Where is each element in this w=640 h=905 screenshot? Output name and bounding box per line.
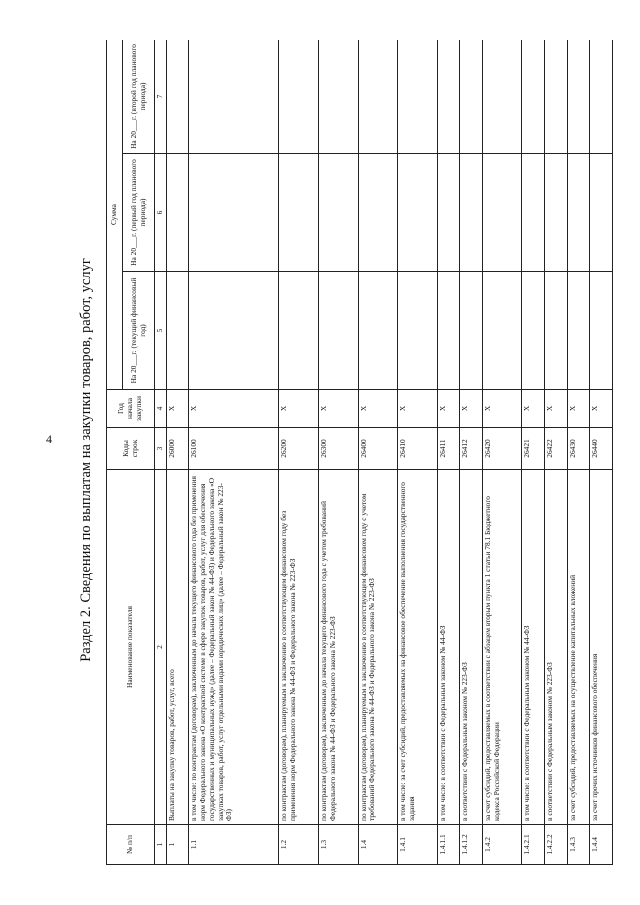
row-sum-second: [522, 40, 545, 154]
row-sum-current: [522, 272, 545, 390]
row-sum-first: [398, 154, 438, 272]
row-sum-first: [358, 154, 398, 272]
col-number: 2: [155, 470, 167, 825]
row-num: 1.4.1.1: [437, 825, 460, 865]
row-num: 1.4.4: [590, 825, 613, 865]
row-sum-current: [166, 272, 189, 390]
row-sum-second: [166, 40, 189, 154]
row-year: X: [567, 390, 590, 428]
header-year: Год начала закупки: [107, 390, 155, 428]
header-sum-second: На 20___г. (второй год планового периода): [123, 40, 155, 154]
row-sum-second: [482, 40, 522, 154]
row-num: 1.4: [358, 825, 398, 865]
row-num: 1.4.3: [567, 825, 590, 865]
row-year: X: [398, 390, 438, 428]
row-sum-current: [318, 272, 358, 390]
header-name: Наименование показателя: [107, 470, 155, 825]
row-year: X: [590, 390, 613, 428]
row-name: за счет субсидий, предоставляемых на осуществление капитальных вложений: [567, 470, 590, 825]
row-year: X: [189, 390, 279, 428]
table-row: [279, 40, 319, 865]
table-row: [590, 40, 613, 865]
row-sum-second: [437, 40, 460, 154]
row-code: 26100: [189, 428, 279, 470]
row-sum-second: [398, 40, 438, 154]
col-number: 6: [155, 154, 167, 272]
row-sum-first: [189, 154, 279, 272]
table-row: [522, 40, 545, 865]
col-number: 7: [155, 40, 167, 154]
page-number: 4: [46, 432, 52, 446]
row-sum-first: [590, 154, 613, 272]
table-row: [460, 40, 483, 865]
row-name: Выплаты на закупку товаров, работ, услуг, всего: [166, 470, 189, 825]
row-sum-current: [567, 272, 590, 390]
row-name: в том числе: за счет субсидий, предоставляемых на финансовое обеспечение выполнения государственного задания: [398, 470, 438, 825]
row-sum-second: [460, 40, 483, 154]
row-sum-first: [522, 154, 545, 272]
row-name: по контрактам (договорам), заключенным до начала текущего финансового года с учетом требований Федерального закона № 44-ФЗ и Федерального закона № 223-ФЗ: [318, 470, 358, 825]
row-year: X: [318, 390, 358, 428]
row-code: 26412: [460, 428, 483, 470]
row-code: 26421: [522, 428, 545, 470]
row-sum-current: [279, 272, 319, 390]
row-num: 1.3: [318, 825, 358, 865]
header-sum-first: На 20___г. (первый год планового периода): [123, 154, 155, 272]
row-year: X: [522, 390, 545, 428]
row-sum-current: [189, 272, 279, 390]
row-code: 26410: [398, 428, 438, 470]
row-sum-current: [590, 272, 613, 390]
row-code: 26200: [279, 428, 319, 470]
col-number: 3: [155, 428, 167, 470]
table-row: [567, 40, 590, 865]
row-name: за счет субсидий, предоставляемых в соответствии с абзацем вторым пункта 1 статьи 78.1 Бюджетного кодекса Российской Федерации: [482, 470, 522, 825]
row-name: в том числе: в соответствии с Федеральным законом № 44-ФЗ: [522, 470, 545, 825]
table-row: [544, 40, 567, 865]
row-year: X: [279, 390, 319, 428]
row-code: 26400: [358, 428, 398, 470]
row-year: X: [544, 390, 567, 428]
row-sum-first: [318, 154, 358, 272]
table-row: [358, 40, 398, 865]
row-sum-current: [437, 272, 460, 390]
row-sum-first: [279, 154, 319, 272]
row-sum-first: [482, 154, 522, 272]
table-row: [166, 40, 189, 865]
procurement-payments-table: [106, 40, 613, 865]
row-code: 26440: [590, 428, 613, 470]
row-year: X: [437, 390, 460, 428]
row-name: за счет прочих источников финансового обеспечения: [590, 470, 613, 825]
row-name: по контрактам (договорам), планируемым к заключению в соответствующем финансовом году с учетом требований Федерального закона № 44-ФЗ и Федерального закона № 223-ФЗ: [358, 470, 398, 825]
row-code: 26430: [567, 428, 590, 470]
table-area: [106, 40, 613, 865]
row-sum-first: [544, 154, 567, 272]
row-sum-current: [398, 272, 438, 390]
row-sum-second: [318, 40, 358, 154]
row-num: 1.4.2: [482, 825, 522, 865]
row-name: по контрактам (договорам), планируемым к заключению в соответствующем финансовом году без применения норм Федерального закона № 44-ФЗ и Федерального закона № 223-ФЗ: [279, 470, 319, 825]
section-title-wrap: [74, 40, 98, 880]
col-number: 5: [155, 272, 167, 390]
row-sum-second: [279, 40, 319, 154]
header-code: Коды строк: [107, 428, 155, 470]
row-year: X: [460, 390, 483, 428]
row-year: X: [358, 390, 398, 428]
column-numbers-row: [155, 40, 167, 865]
table-row: [482, 40, 522, 865]
row-sum-current: [482, 272, 522, 390]
row-name: в соответствии с Федеральным законом № 223-ФЗ: [460, 470, 483, 825]
row-code: 26420: [482, 428, 522, 470]
row-sum-first: [567, 154, 590, 272]
row-num: 1.4.1: [398, 825, 438, 865]
row-sum-second: [567, 40, 590, 154]
row-num: 1.4.2.2: [544, 825, 567, 865]
row-sum-current: [544, 272, 567, 390]
table-row: [318, 40, 358, 865]
row-sum-first: [437, 154, 460, 272]
row-num: 1: [166, 825, 189, 865]
col-number: 4: [155, 390, 167, 428]
row-name: в том числе: в соответствии с Федеральным законом № 44-ФЗ: [437, 470, 460, 825]
row-num: 1.2: [279, 825, 319, 865]
col-number: 1: [155, 825, 167, 865]
row-sum-current: [358, 272, 398, 390]
table-row: [437, 40, 460, 865]
row-name: в соответствии с Федеральным законом № 223-ФЗ: [544, 470, 567, 825]
row-code: 26000: [166, 428, 189, 470]
table-row: [398, 40, 438, 865]
row-code: 26422: [544, 428, 567, 470]
row-sum-first: [166, 154, 189, 272]
row-code: 26411: [437, 428, 460, 470]
row-sum-second: [544, 40, 567, 154]
section-title: Раздел 2. Сведения по выплатам на закупки товаров, работ, услуг: [78, 258, 94, 662]
row-sum-current: [460, 272, 483, 390]
rotated-table-wrapper: [106, 40, 613, 865]
row-sum-second: [590, 40, 613, 154]
row-name: в том числе: по контрактам (договорам), заключенным до начала текущего финансового года без применения норм Федерального закона «О контрактной системе в сфере закупок товаров, работ, услуг для обеспечения государственных и муниципальных нужд» (далее – Федеральный закон № 44-ФЗ) и Федерального закона «О закупках товаров, работ, услуг отдельными видами юридических лиц» (далее – Федеральный закон № 223-ФЗ): [189, 470, 279, 825]
row-num: 1.4.1.2: [460, 825, 483, 865]
row-num: 1.4.2.1: [522, 825, 545, 865]
table-row: [189, 40, 279, 865]
row-year: X: [482, 390, 522, 428]
header-sum: Сумма: [107, 40, 123, 390]
header-num: № п/п: [107, 825, 155, 865]
row-sum-first: [460, 154, 483, 272]
row-num: 1.1: [189, 825, 279, 865]
row-year: X: [166, 390, 189, 428]
row-sum-second: [189, 40, 279, 154]
row-code: 26300: [318, 428, 358, 470]
row-sum-second: [358, 40, 398, 154]
header-sum-current: На 20___г. (текущий финансовый год): [123, 272, 155, 390]
